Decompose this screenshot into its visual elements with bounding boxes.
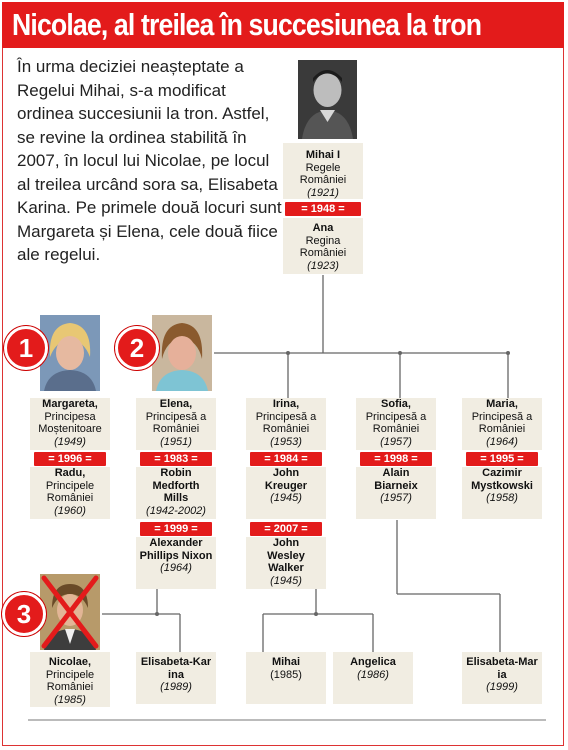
person-year: (1945): [270, 574, 302, 587]
person-name: Cazimir Mystkowski: [471, 467, 533, 492]
person-name: Elisabeta-Karina: [140, 656, 212, 681]
person-title: Principesă a României: [145, 410, 207, 435]
person-name: Mihai I: [305, 149, 341, 161]
spouse-box-alexander-phillips-nixon: [136, 537, 216, 589]
person-year: (1945): [270, 492, 302, 504]
person-name: Sofia,: [381, 398, 411, 410]
person-box-irina: [246, 398, 326, 450]
person-year: (1989): [160, 681, 192, 693]
person-year: (1986): [357, 668, 389, 681]
person-name: Radu,: [54, 467, 86, 479]
rank-badge-1: 1: [4, 326, 48, 370]
person-box-elisabeta-maria: [462, 652, 542, 704]
elena-photo: [150, 313, 214, 393]
person-year: (1999): [486, 681, 518, 693]
person-year: (1921): [307, 186, 339, 199]
spouse-box-cazimir-mystkowski: [462, 467, 542, 519]
person-year: (1985): [270, 668, 302, 681]
person-year: (1960): [54, 504, 86, 517]
person-box-mihai: [246, 652, 326, 704]
person-name: Robin Medforth Mills: [152, 467, 200, 504]
marriage-badge-maria: = 1995 =: [466, 452, 538, 466]
person-title: Principesă a României: [255, 410, 317, 435]
marriage-badge-sofia: = 1998 =: [360, 452, 432, 466]
nicolae-photo: [38, 572, 102, 652]
person-year: (1942-2002): [146, 504, 206, 517]
spouse-box-john-wesley-walker: [246, 537, 326, 589]
person-name: Maria,: [486, 398, 518, 410]
person-name: Elisabeta-Maria: [466, 656, 538, 681]
person-name: John Kreuger: [264, 467, 308, 492]
spouse-box-alain-biarneix: [356, 467, 436, 519]
marriage-badge-irina-2: = 2007 =: [250, 522, 322, 536]
bottom-divider: [28, 719, 546, 721]
person-title: Principesa Moștenitoare: [38, 410, 102, 435]
person-box-queen: [283, 218, 363, 274]
marriage-badge-king: = 1948 =: [285, 202, 361, 216]
spouse-box-radu: [30, 467, 110, 519]
marriage-badge-irina-1: = 1984 =: [250, 452, 322, 466]
person-year: (1958): [486, 492, 518, 504]
marriage-badge-elena-2: = 1999 =: [140, 522, 212, 536]
rank-badge-2: 2: [115, 326, 159, 370]
person-box-king: [283, 143, 363, 199]
person-year: (1923): [307, 259, 339, 272]
person-box-elena: [136, 398, 216, 450]
person-name: Nicolae,: [48, 656, 92, 668]
person-box-nicolae: [30, 652, 110, 707]
person-year: (1964): [160, 562, 192, 574]
person-name: Elena,: [159, 398, 193, 410]
person-box-maria: [462, 398, 542, 450]
person-title: Regele României: [299, 161, 347, 186]
spouse-box-john-kreuger: [246, 467, 326, 519]
king-portrait-photo: [296, 58, 359, 141]
person-year: (1949): [54, 435, 86, 448]
spouse-box-robin-medforth-mills: [136, 467, 216, 519]
person-year: (1964): [486, 435, 518, 448]
marriage-badge-elena-1: = 1983 =: [140, 452, 212, 466]
person-box-margareta: [30, 398, 110, 450]
person-name: Mihai: [271, 656, 301, 668]
margareta-photo: [38, 313, 102, 393]
person-name: Angelica: [350, 656, 396, 668]
marriage-badge-margareta: = 1996 =: [34, 452, 106, 466]
person-title: Principele României: [45, 668, 95, 693]
cross-out-x-icon: [40, 574, 100, 650]
person-title: Principesă a României: [365, 410, 427, 435]
person-name: Alain Biarneix: [374, 467, 418, 492]
person-year: (1951): [160, 435, 192, 448]
person-year: (1957): [380, 435, 412, 448]
rank-badge-3: 3: [2, 592, 46, 636]
person-box-elisabeta-karina: [136, 652, 216, 704]
person-title: Principele României: [45, 479, 95, 504]
intro-paragraph: În urma deciziei neașteptate a Regelui Mihai, s-a modificat ordinea succesiunii la tron. Astfel, se revine la ordinea stabilită în 2007, în locul lui Nicolae, pe locul al treilea urcând sora sa, Elisabeta Karina. Pe primele două locuri sunt Margareta și Elena, cele două fiice ale regelui.: [17, 57, 282, 264]
person-box-sofia: [356, 398, 436, 450]
person-year: (1953): [270, 435, 302, 448]
person-name: Irina,: [272, 398, 300, 410]
person-name: Margareta,: [42, 398, 98, 410]
person-name: Ana: [312, 222, 334, 234]
person-name: John Wesley Walker: [267, 537, 305, 574]
person-year: (1957): [380, 492, 412, 504]
person-box-angelica: [333, 652, 413, 704]
person-name: Alexander Phillips Nixon: [139, 537, 213, 562]
page-title: Nicolae, al treilea în succesiunea la tron: [12, 7, 482, 42]
person-year: (1985): [54, 693, 86, 706]
person-title: Principesă a României: [471, 410, 533, 435]
person-title: Regina României: [299, 234, 347, 259]
